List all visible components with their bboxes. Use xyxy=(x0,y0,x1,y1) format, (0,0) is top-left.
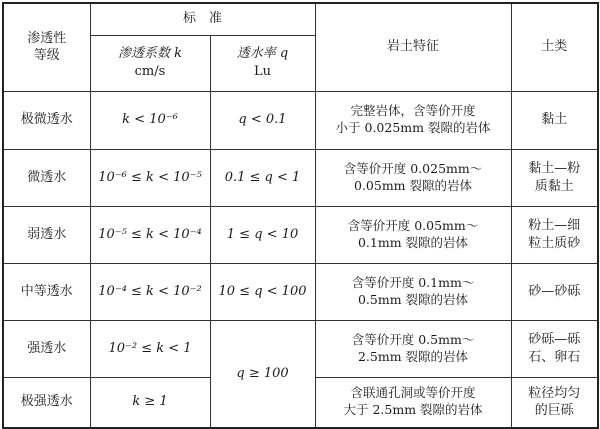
soil-cell xyxy=(511,91,598,149)
soil-cell xyxy=(511,149,598,206)
feature-line1: 含等价开度 0.05mm～ xyxy=(347,217,479,233)
header-row-1 xyxy=(3,3,598,35)
coef-cell: 10⁻⁵ ≤ k < 10⁻⁴ xyxy=(90,206,210,263)
soil-cell xyxy=(511,206,598,263)
soil-line1: 粉土—细 xyxy=(528,217,581,233)
rate-cell: 10 ≤ q < 100 xyxy=(210,263,315,320)
header-grade-line2: 等级 xyxy=(33,48,60,64)
feature-line2: 小于 0.025mm 裂隙的岩体 xyxy=(335,120,491,135)
table-row xyxy=(3,91,598,149)
feature-line1: 完整岩体，含等价开度 xyxy=(350,103,476,119)
header-coef-title: 渗透系数 k xyxy=(117,46,182,62)
table-row xyxy=(3,149,598,206)
header-coef-unit: cm/s xyxy=(134,64,166,79)
header-grade-line1: 渗透性 xyxy=(27,30,67,46)
coef-cell: k ≥ 1 xyxy=(90,377,210,428)
feature-cell xyxy=(315,320,511,377)
soil-line1: 砂砾—砾 xyxy=(528,331,581,347)
header-rate-unit: Lu xyxy=(254,64,272,79)
grade-cell: 强透水 xyxy=(3,320,90,377)
coef-cell: k < 10⁻⁶ xyxy=(90,91,210,149)
feature-line2: 2.5mm 裂隙的岩体 xyxy=(357,348,469,364)
coef-cell: 10⁻⁴ ≤ k < 10⁻² xyxy=(90,263,210,320)
soil-line1: 黏土—粉 xyxy=(528,160,581,176)
soil-line1: 砂—砂砾 xyxy=(528,283,581,299)
table-row xyxy=(3,206,598,263)
permeability-table xyxy=(2,2,599,429)
feature-line1: 含联通孔洞或等价开度 xyxy=(350,385,476,401)
soil-line2: 粒土质砂 xyxy=(528,235,581,251)
feature-cell xyxy=(315,149,511,206)
soil-line1: 黏土 xyxy=(541,112,568,128)
rate-cell: 1 ≤ q < 10 xyxy=(210,206,315,263)
header-rate-title: 透水率 q xyxy=(236,46,289,62)
soil-line2: 的巨砾 xyxy=(534,403,574,419)
feature-line1: 含等价开度 0.1mm～ xyxy=(351,274,475,290)
feature-line1: 含等价开度 0.5mm～ xyxy=(351,331,475,347)
header-feature: 岩土特征 xyxy=(315,3,511,91)
grade-cell: 中等透水 xyxy=(3,263,90,320)
soil-line1: 粒径均匀 xyxy=(528,385,581,401)
soil-line2: 石、卵石 xyxy=(528,349,581,365)
feature-cell xyxy=(315,91,511,149)
rate-cell: q < 0.1 xyxy=(210,91,315,149)
rate-cell: 0.1 ≤ q < 1 xyxy=(210,149,315,206)
header-rate xyxy=(210,35,315,91)
grade-cell: 弱透水 xyxy=(3,206,90,263)
soil-cell xyxy=(511,377,598,428)
grade-cell: 极微透水 xyxy=(3,91,90,149)
feature-line2: 0.05mm 裂隙的岩体 xyxy=(354,177,473,193)
feature-line2: 0.5mm 裂隙的岩体 xyxy=(357,291,469,307)
soil-cell xyxy=(511,320,598,377)
grade-cell: 微透水 xyxy=(3,149,90,206)
soil-cell xyxy=(511,263,598,320)
header-soil: 土类 xyxy=(511,3,598,91)
grade-cell: 极强透水 xyxy=(3,377,90,428)
feature-cell xyxy=(315,377,511,428)
feature-cell xyxy=(315,263,511,320)
feature-line2: 大于 2.5mm 裂隙的岩体 xyxy=(343,402,483,418)
feature-line1: 含等价开度 0.025mm～ xyxy=(343,160,483,176)
header-coef xyxy=(90,35,210,91)
header-grade xyxy=(3,3,90,91)
coef-cell: 10⁻² ≤ k < 1 xyxy=(90,320,210,377)
rate-cell-merged: q ≥ 100 xyxy=(210,320,315,428)
header-standard: 标 准 xyxy=(90,3,315,35)
soil-line2: 质黏土 xyxy=(534,178,574,194)
table-row xyxy=(3,320,598,377)
feature-cell xyxy=(315,206,511,263)
coef-cell: 10⁻⁶ ≤ k < 10⁻⁵ xyxy=(90,149,210,206)
table-row xyxy=(3,263,598,320)
feature-line2: 0.1mm 裂隙的岩体 xyxy=(357,234,469,250)
